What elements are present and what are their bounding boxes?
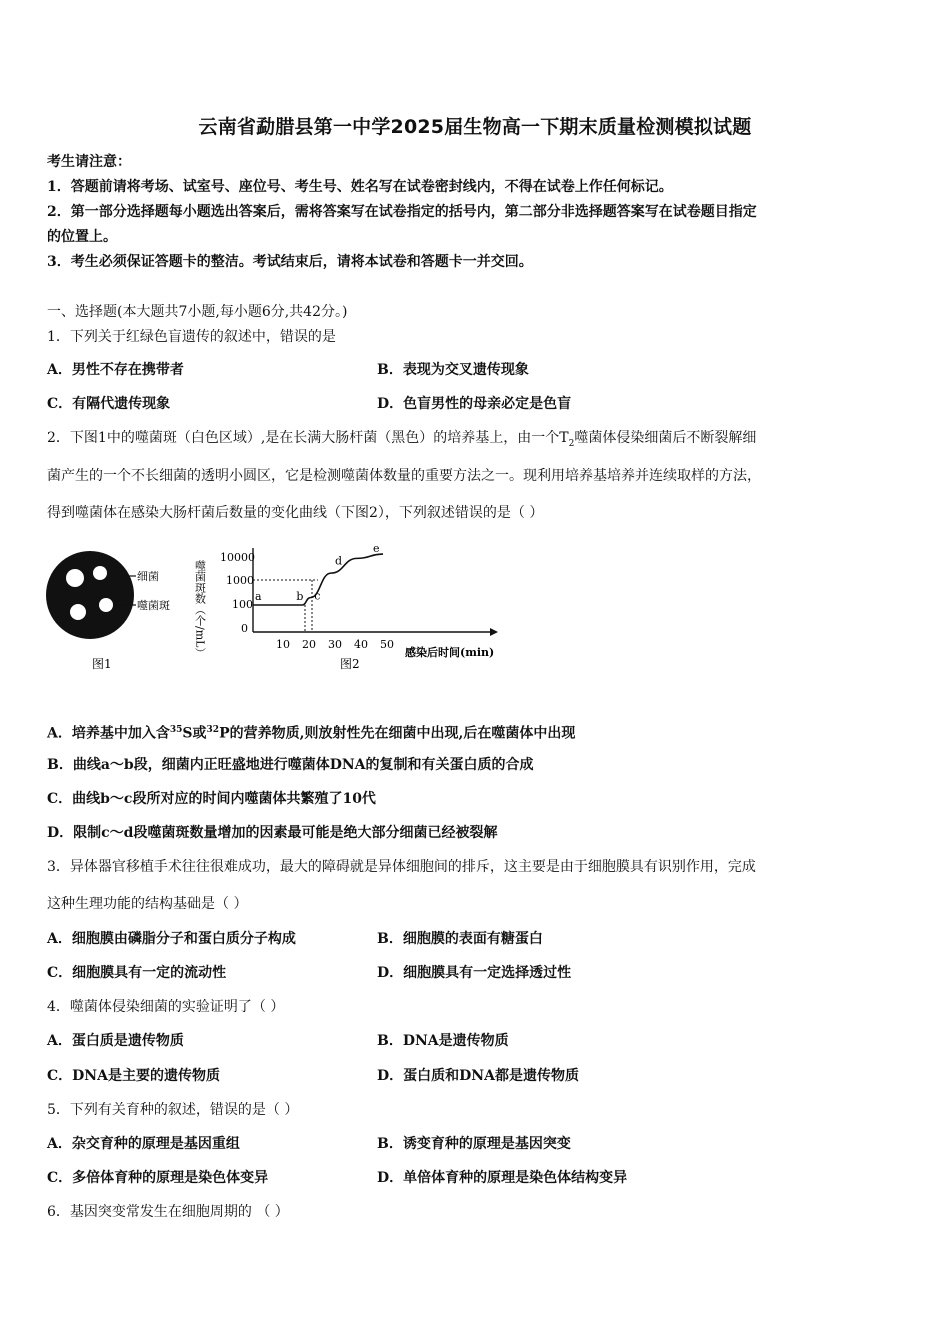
fig2-x-arrow — [490, 628, 498, 636]
plaque-1 — [66, 569, 84, 587]
q2-stem-part2: 噬菌体侵染细菌后不断裂解细 — [574, 430, 757, 446]
q5-option-d: D．单倍体育种的原理是染色体结构变异 — [377, 1170, 628, 1186]
q3-stem-line2: 这种生理功能的结构基础是（ ） — [47, 896, 248, 912]
fig2-point-e: e — [373, 542, 380, 556]
fig2-label: 图2 — [340, 657, 360, 671]
fig2-point-b: b — [296, 590, 304, 603]
q2-option-b: B．曲线a～b段，细菌内正旺盛地进行噬菌体DNA的复制和有关蛋白质的合成 — [47, 757, 534, 773]
notice-item-1: 1．答题前请将考场、试室号、座位号、考生号、姓名写在试卷密封线内，不得在试卷上作任何标记。 — [47, 179, 673, 195]
q3-stem-line1: 3．异体器官移植手术往往很难成功，最大的障碍就是异体细胞间的排斥，这主要是由于细胞膜具有识别作用，完成 — [47, 859, 756, 875]
notice-heading: 考生请注意： — [47, 154, 131, 170]
fig2-xtick-10: 10 — [276, 638, 290, 651]
q4-option-a: A．蛋白质是遗传物质 — [47, 1033, 184, 1049]
fig1-plaque-label: 噬菌斑 — [137, 599, 170, 612]
q2-stem-line3: 得到噬菌体在感染大肠杆菌后数量的变化曲线（下图2），下列叙述错误的是（ ） — [47, 505, 544, 521]
fig1-bacteria-label: 细菌 — [137, 570, 159, 583]
petri-dish — [46, 551, 134, 639]
notice-item-2: 2．第一部分选择题每小题选出答案后，需将答案写在试卷指定的括号内，第二部分非选择题答案写在试卷题目指定 — [47, 204, 757, 220]
q3-option-d: D．细胞膜具有一定选择透过性 — [377, 965, 572, 981]
q2-a-part1: A．培养基中加入含 — [47, 725, 170, 742]
notice-item-3: 3．考生必须保证答题卡的整洁。考试结束后，请将本试卷和答题卡一并交回。 — [47, 254, 533, 270]
fig2-ylabel: 噬菌斑数（个/mL） — [193, 560, 207, 659]
q4-option-b: B．DNA是遗传物质 — [377, 1033, 509, 1049]
q6-stem: 6．基因突变常发生在细胞周期的 （ ） — [47, 1204, 289, 1220]
fig2-ytick-0: 0 — [241, 622, 248, 635]
figure-svg — [40, 540, 510, 690]
fig2-point-d: d — [335, 554, 343, 568]
q2-stem-sub: 2 — [568, 438, 575, 449]
q3-option-c: C．细胞膜具有一定的流动性 — [47, 965, 227, 981]
fig2-xtick-50: 50 — [380, 638, 394, 651]
q4-option-d: D．蛋白质和DNA都是遗传物质 — [377, 1068, 579, 1084]
q2-figure — [40, 540, 510, 690]
q2-a-sup2: 32 — [206, 725, 220, 735]
notice-item-2-cont: 的位置上。 — [47, 229, 117, 245]
plaque-2 — [93, 566, 107, 580]
q2-stem-line1 — [47, 428, 756, 454]
fig2-xtick-40: 40 — [354, 638, 368, 651]
fig2-xtick-20: 20 — [302, 638, 316, 651]
q4-option-c: C．DNA是主要的遗传物质 — [47, 1068, 220, 1084]
q3-option-b: B．细胞膜的表面有糖蛋白 — [377, 931, 543, 947]
q2-option-c: C．曲线b～c段所对应的时间内噬菌体共繁殖了10代 — [47, 791, 376, 807]
q1-option-a: A．男性不存在携带者 — [47, 362, 184, 378]
q2-option-a — [47, 720, 575, 744]
q5-option-a: A．杂交育种的原理是基因重组 — [47, 1136, 240, 1152]
plaque-4 — [99, 598, 113, 612]
q3-option-a: A．细胞膜由磷脂分子和蛋白质分子构成 — [47, 931, 296, 947]
fig2-ytick-100: 100 — [232, 598, 253, 611]
fig2-xtick-30: 30 — [328, 638, 342, 651]
q4-stem: 4．噬菌体侵染细菌的实验证明了（ ） — [47, 999, 285, 1015]
plaque-3 — [70, 604, 86, 620]
fig2-ytick-10000: 10000 — [220, 551, 255, 564]
section-heading: 一、选择题(本大题共7小题,每小题6分,共42分。) — [47, 304, 348, 320]
q2-a-sup1: 35 — [169, 725, 183, 735]
q1-option-c: C．有隔代遗传现象 — [47, 396, 171, 412]
fig2-ytick-1000: 1000 — [226, 574, 254, 587]
fig1-label: 图1 — [92, 657, 112, 671]
q1-option-d: D．色盲男性的母亲必定是色盲 — [377, 396, 572, 412]
q1-stem: 1．下列关于红绿色盲遗传的叙述中，错误的是 — [47, 329, 336, 345]
fig2-point-a: a — [255, 590, 262, 603]
fig2-xlabel: 感染后时间(min) — [405, 646, 495, 659]
q5-option-b: B．诱变育种的原理是基因突变 — [377, 1136, 571, 1152]
q2-stem-part1: 2．下图1中的噬菌斑（白色区域）,是在长满大肠杆菌（黑色）的培养基上，由一个T — [47, 430, 569, 446]
q2-option-d: D．限制c～d段噬菌斑数量增加的因素最可能是绝大部分细菌已经被裂解 — [47, 825, 498, 841]
q5-option-c: C．多倍体育种的原理是染色体变异 — [47, 1170, 269, 1186]
fig2-chart — [194, 542, 499, 671]
q2-a-part2: S或 — [182, 725, 207, 742]
q5-stem: 5．下列有关育种的叙述，错误的是（ ） — [47, 1102, 299, 1118]
q2-a-part3: P的营养物质,则放射性先在细菌中出现,后在噬菌体中出现 — [219, 725, 576, 742]
page-title: 云南省勐腊县第一中学2025届生物高一下期末质量检测模拟试题 — [198, 116, 752, 138]
fig2-point-c: c — [314, 589, 321, 603]
q2-stem-line2: 菌产生的一个不长细菌的透明小圆区，它是检测噬菌体数量的重要方法之一。现利用培养基培养并连续取样的方法， — [47, 468, 761, 484]
q1-option-b: B．表现为交叉遗传现象 — [377, 362, 529, 378]
